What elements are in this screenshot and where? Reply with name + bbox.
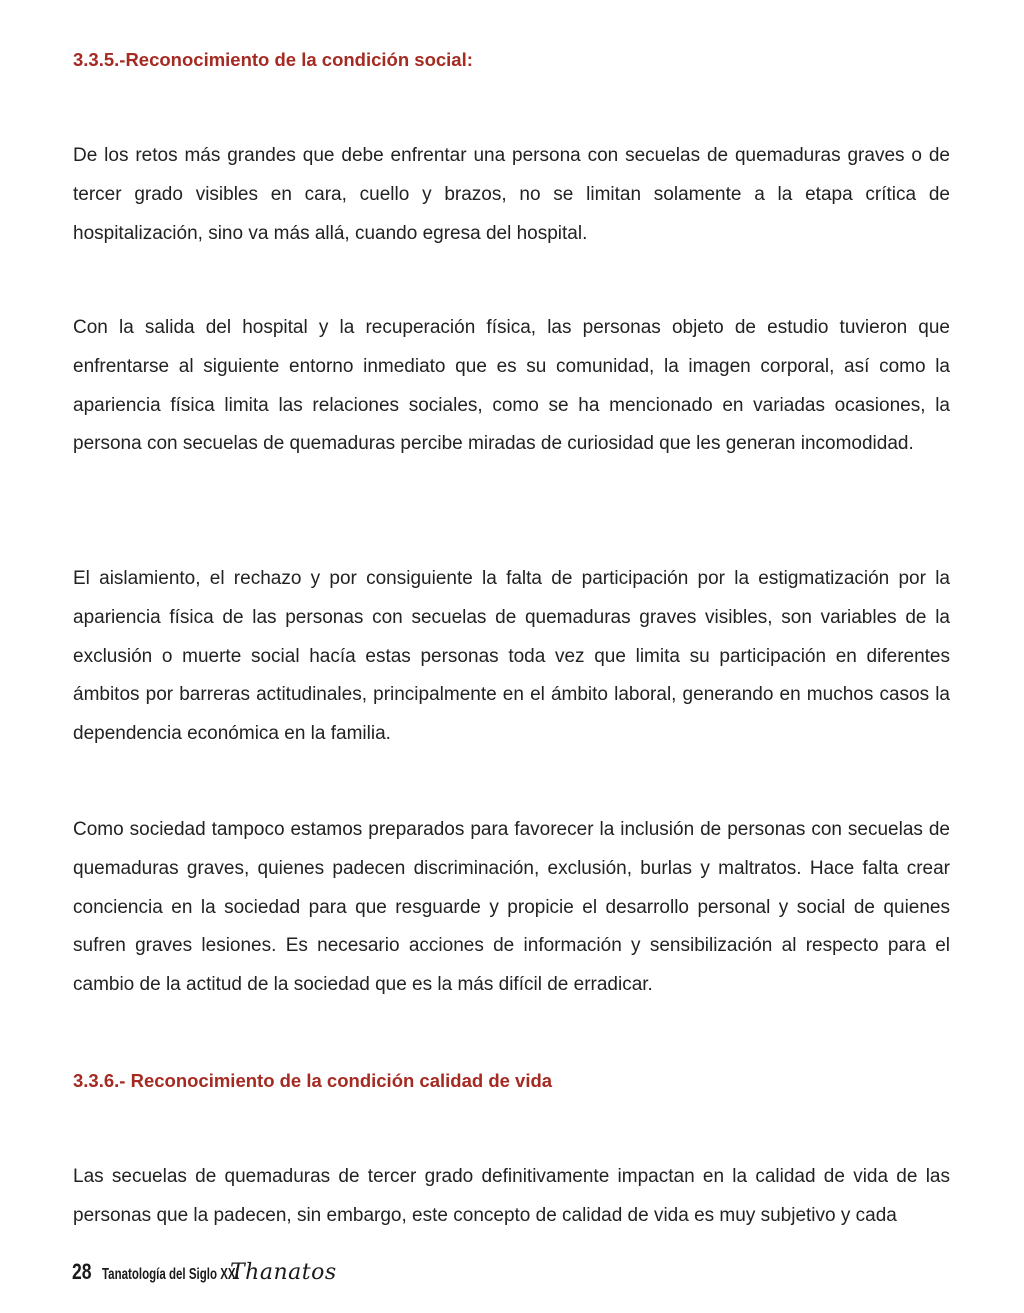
paragraph-quality-1: Las secuelas de quemaduras de tercer grado definitivamente impactan en la calidad de vida de las personas que la padecen, sin embargo, este concepto de calidad de vida es muy subjetivo y cada: [73, 1166, 950, 1226]
paragraph-social-2: Con la salida del hospital y la recuperación física, las personas objeto de estudio tuvieron que enfrentarse al siguiente entorno inmediato que es su comunidad, la imagen corporal, así como la apariencia física limita las relaciones sociales, como se ha mencionado en variadas ocasiones, la persona con secuelas de quemaduras percibe miradas de curiosidad que les generan incomodidad.: [73, 317, 950, 455]
section-heading-quality-of-life: 3.3.6.- Reconocimiento de la condición calidad de vida: [73, 1070, 553, 1091]
paragraph-social-3: El aislamiento, el rechazo y por consiguiente la falta de participación por la estigmatización por la apariencia física de las personas con secuelas de quemaduras graves visibles, son variables de la exclusión o muerte social hacía estas personas toda vez que limita su participación en diferentes ámbitos por barreras actitudinales, principalmente en el ámbito laboral, generando en muchos casos la dependencia económica en la familia.: [73, 568, 950, 745]
publication-title: Tanatología del Siglo XXI: [102, 1266, 239, 1283]
section-heading-social: 3.3.5.-Reconocimiento de la condición social:: [73, 49, 473, 70]
page-footer: [72, 1259, 337, 1291]
paragraph-social-4: Como sociedad tampoco estamos preparados para favorecer la inclusión de personas con secuelas de quemaduras graves, quienes padecen discriminación, exclusión, burlas y maltratos. Hace falta crear conciencia en la sociedad para que resguarde y propicie el desarrollo personal y social de quienes sufren graves lesiones. Es necesario acciones de información y sensibilización al respecto para el cambio de la actitud de la sociedad que es la más difícil de erradicar.: [73, 819, 950, 996]
page-number: 28: [72, 1259, 92, 1284]
brand-logo: Thanatos: [230, 1260, 337, 1285]
paragraph-social-1: De los retos más grandes que debe enfrentar una persona con secuelas de quemaduras graves o de tercer grado visibles en cara, cuello y brazos, no se limitan solamente a la etapa crítica de hospitalización, sino va más allá, cuando egresa del hospital.: [73, 145, 950, 244]
